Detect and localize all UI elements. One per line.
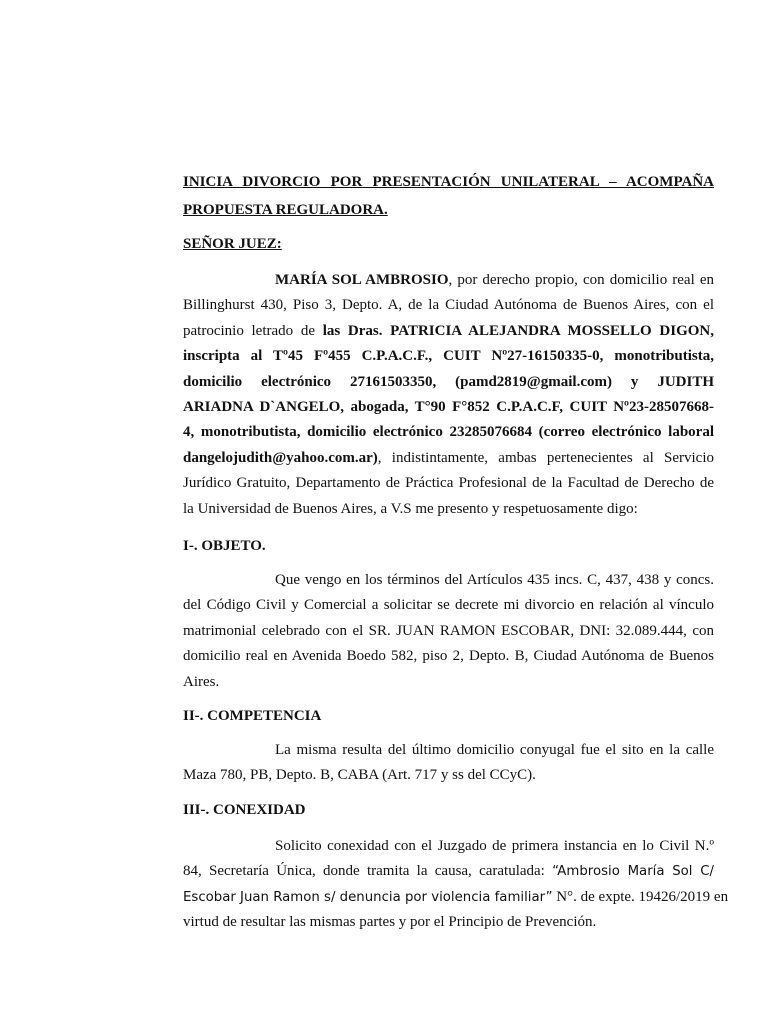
intro-line: Billinghurst 430, Piso 3, Depto. A, de la Ciudad Autónoma de Buenos Aires, con el: [183, 297, 714, 314]
section-heading-objeto: I-. OBJETO.: [183, 538, 266, 554]
paragraph-line: virtud de resultar las mismas partes y por el Principio de Prevención.: [183, 914, 597, 931]
intro-line: la Universidad de Buenos Aires, a V.S me presento y respetuosamente digo:: [183, 500, 638, 517]
party-name: MARÍA SOL AMBROSIO: [275, 272, 449, 288]
paragraph-line: [183, 859, 714, 884]
paragraph-line: La misma resulta del último domicilio conyugal fue el sito en la calle: [275, 742, 714, 758]
paragraph-line: Solicito conexidad con el Juzgado de primera instancia en lo Civil N.º: [275, 838, 714, 854]
section-heading-conexidad: III-. CONEXIDAD: [183, 802, 306, 818]
paragraph-line: Que vengo en los términos del Artículos 435 incs. C, 437, 438 y concs.: [275, 572, 714, 588]
intro-paragraph: [183, 268, 714, 522]
addressee: SEÑOR JUEZ:: [183, 236, 282, 252]
intro-text: , por derecho propio, con domicilio real en: [448, 272, 714, 288]
lawyer-registration: inscripta al Tº45 Fº455 C.P.A.C.F., CUIT Nº27-16150335-0, monotributista,: [183, 348, 714, 365]
paragraph-line: matrimonial celebrado con el SR. JUAN RAMON ESCOBAR, DNI: 32.089.444, con: [183, 622, 714, 639]
paragraph-text: N°. de expte. 19426/2019 en: [552, 888, 729, 905]
lawyer-domicile: 4, monotributista, domicilio electrónico 23285076684 (correo electrónico laboral: [183, 424, 714, 441]
paragraph-line: [183, 885, 729, 910]
lawyer-email: domicilio electrónico 27161503350, (pamd2819@gmail.com) y JUDITH: [183, 373, 714, 390]
lawyer-registration: ARIADNA D`ANGELO, abogada, T°90 F°852 C.P.A.C.F, CUIT Nº23-28507668-: [183, 399, 714, 416]
intro-line: [183, 319, 714, 344]
document-title: [183, 168, 714, 224]
title-line-1: INICIA DIVORCIO POR PRESENTACIÓN UNILATERAL – ACOMPAÑA: [183, 174, 714, 190]
intro-text: , indistintamente, ambas pertenecientes al Servicio: [377, 449, 714, 466]
intro-line: [183, 370, 714, 395]
intro-line: Jurídico Gratuito, Departamento de Práctica Profesional de la Facultad de Derecho de: [183, 475, 714, 492]
intro-line: [183, 395, 714, 420]
objeto-paragraph: [183, 568, 714, 695]
intro-line: [183, 268, 714, 293]
paragraph-line: del Código Civil y Comercial a solicitar se decrete mi divorcio en relación al vínculo: [183, 597, 714, 614]
paragraph-line: Aires.: [183, 673, 220, 690]
intro-line: [183, 344, 714, 369]
intro-line: [183, 446, 714, 471]
intro-text: patrocinio letrado de: [183, 322, 323, 339]
conexidad-paragraph: [183, 834, 729, 936]
paragraph-line: Maza 780, PB, Depto. B, CABA (Art. 717 y ss del CCyC).: [183, 767, 536, 784]
intro-line: [183, 420, 714, 445]
paragraph-line: domicilio real en Avenida Boedo 582, piso 2, Depto. B, Ciudad Autónoma de Buenos: [183, 648, 714, 665]
lawyers-name: las Dras. PATRICIA ALEJANDRA MOSSELLO DIGON,: [322, 322, 714, 339]
title-line-2: PROPUESTA REGULADORA.: [183, 202, 388, 218]
paragraph-text: 84, Secretaría Única, donde tramita la causa, caratulada:: [183, 863, 553, 880]
lawyer-email: dangelojudith@yahoo.com.ar): [183, 449, 378, 466]
case-title: “Ambrosio María Sol C/: [552, 864, 714, 880]
section-heading-competencia: II-. COMPETENCIA: [183, 708, 322, 724]
competencia-paragraph: [183, 738, 714, 789]
case-title: Escobar Juan Ramon s/ denuncia por violencia familiar”: [183, 889, 553, 905]
